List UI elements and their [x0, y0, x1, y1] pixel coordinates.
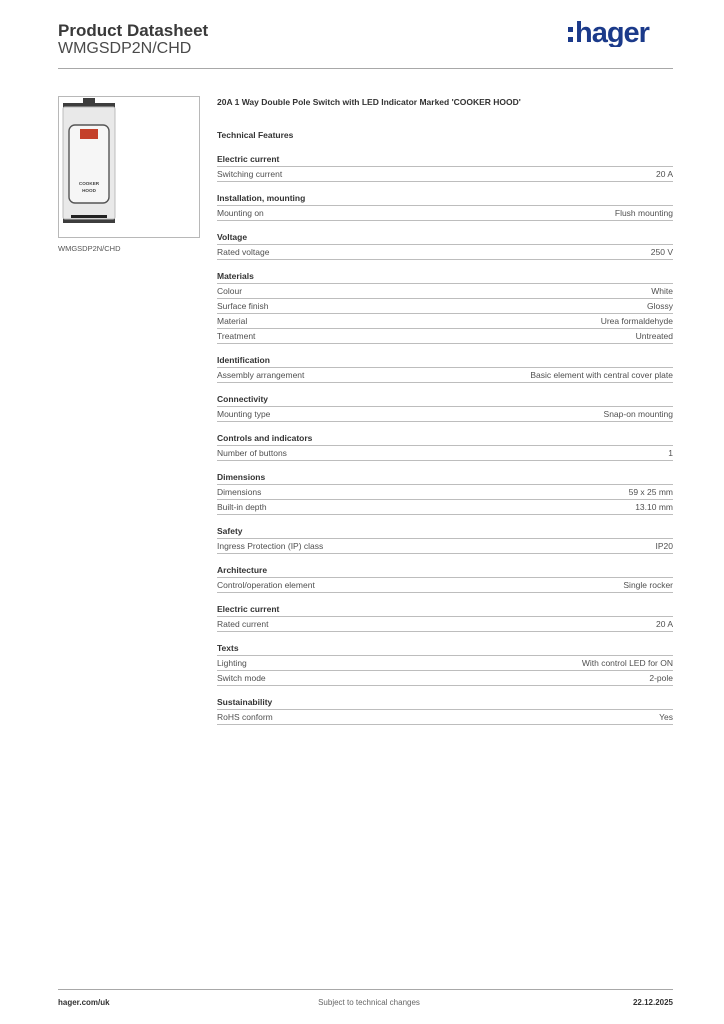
led-indicator — [80, 129, 98, 139]
feature-value: IP20 — [655, 541, 673, 551]
switch-label-line1: COOKER — [78, 181, 100, 186]
feature-label: Number of buttons — [217, 448, 287, 458]
feature-row — [217, 578, 673, 593]
feature-row — [217, 656, 673, 671]
image-caption: WMGSDP2N/CHD — [58, 244, 121, 253]
feature-row — [217, 314, 673, 329]
feature-label: Dimensions — [217, 487, 262, 497]
feature-row — [217, 539, 673, 554]
feature-group — [217, 153, 673, 182]
footer-website: hager.com/uk — [58, 998, 110, 1007]
feature-group — [217, 354, 673, 383]
feature-value: 1 — [668, 448, 673, 458]
footer-note: Subject to technical changes — [318, 998, 420, 1007]
switch-label-line2: HOOD — [82, 188, 96, 193]
feature-row — [217, 284, 673, 299]
group-title: Electric current — [217, 603, 673, 617]
footer-date: 22.12.2025 — [632, 998, 673, 1007]
feature-label: Lighting — [217, 658, 247, 668]
feature-label: Control/operation element — [217, 580, 315, 590]
feature-row — [217, 368, 673, 383]
feature-group — [217, 642, 673, 686]
group-title: Identification — [217, 354, 673, 368]
feature-label: Material — [217, 316, 248, 326]
feature-row — [217, 617, 673, 632]
feature-group — [217, 270, 673, 344]
header-divider — [58, 68, 673, 69]
feature-value: 20 A — [655, 169, 673, 179]
feature-row — [217, 446, 673, 461]
feature-label: Built-in depth — [217, 502, 267, 512]
feature-label: Assembly arrangement — [217, 370, 305, 380]
feature-value: Basic element with central cover plate — [530, 370, 673, 380]
feature-label: Ingress Protection (IP) class — [217, 541, 324, 551]
group-title: Electric current — [217, 153, 673, 167]
feature-group — [217, 192, 673, 221]
feature-value: With control LED for ON — [581, 658, 673, 668]
feature-group — [217, 432, 673, 461]
feature-group — [217, 471, 673, 515]
group-title: Architecture — [217, 564, 673, 578]
feature-value: Yes — [659, 712, 673, 722]
feature-row — [217, 485, 673, 500]
feature-row — [217, 329, 673, 344]
group-title: Installation, mounting — [217, 192, 673, 206]
feature-label: Mounting type — [217, 409, 271, 419]
feature-value: White — [651, 286, 673, 296]
feature-group — [217, 603, 673, 632]
feature-group — [217, 696, 673, 725]
feature-label: Switching current — [217, 169, 283, 179]
group-title: Safety — [217, 525, 673, 539]
feature-group — [217, 525, 673, 554]
group-title: Voltage — [217, 231, 673, 245]
logo-text: hager — [575, 17, 649, 47]
feature-value: Flush mounting — [614, 208, 673, 218]
product-code: WMGSDP2N/CHD — [58, 40, 192, 57]
feature-value: Snap-on mounting — [603, 409, 673, 419]
feature-group — [217, 231, 673, 260]
feature-group — [217, 564, 673, 593]
group-title: Connectivity — [217, 393, 673, 407]
feature-label: Rated current — [217, 619, 269, 629]
feature-label: Mounting on — [217, 208, 264, 218]
feature-value: 13.10 mm — [635, 502, 673, 512]
feature-label: Switch mode — [217, 673, 266, 683]
feature-row — [217, 206, 673, 221]
switch-illustration — [59, 97, 199, 237]
feature-value: 59 x 25 mm — [628, 487, 673, 497]
feature-row — [217, 671, 673, 686]
feature-label: Colour — [217, 286, 243, 296]
feature-row — [217, 167, 673, 182]
feature-value: Urea formaldehyde — [600, 316, 673, 326]
feature-label: Rated voltage — [217, 247, 270, 257]
group-title: Sustainability — [217, 696, 673, 710]
feature-value: 20 A — [655, 619, 673, 629]
footer-divider — [58, 989, 673, 990]
feature-value: Untreated — [635, 331, 673, 341]
group-title: Dimensions — [217, 471, 673, 485]
feature-value: 2-pole — [649, 673, 673, 683]
feature-row — [217, 245, 673, 260]
feature-label: Surface finish — [217, 301, 269, 311]
feature-value: Single rocker — [623, 580, 673, 590]
feature-row — [217, 299, 673, 314]
group-title: Controls and indicators — [217, 432, 673, 446]
product-title: 20A 1 Way Double Pole Switch with LED Indicator Marked 'COOKER HOOD' — [217, 97, 521, 107]
feature-value: Glossy — [647, 301, 673, 311]
technical-features-heading: Technical Features — [217, 130, 294, 140]
product-image — [58, 96, 200, 238]
feature-row — [217, 407, 673, 422]
feature-label: RoHS conform — [217, 712, 273, 722]
feature-group — [217, 393, 673, 422]
feature-row — [217, 500, 673, 515]
page-title: Product Datasheet — [58, 21, 209, 40]
group-title: Texts — [217, 642, 673, 656]
feature-label: Treatment — [217, 331, 256, 341]
feature-value: 250 V — [650, 247, 673, 257]
feature-row — [217, 710, 673, 725]
hager-logo — [568, 15, 664, 47]
feature-groups — [217, 153, 673, 725]
datasheet-content — [217, 95, 673, 735]
group-title: Materials — [217, 270, 673, 284]
